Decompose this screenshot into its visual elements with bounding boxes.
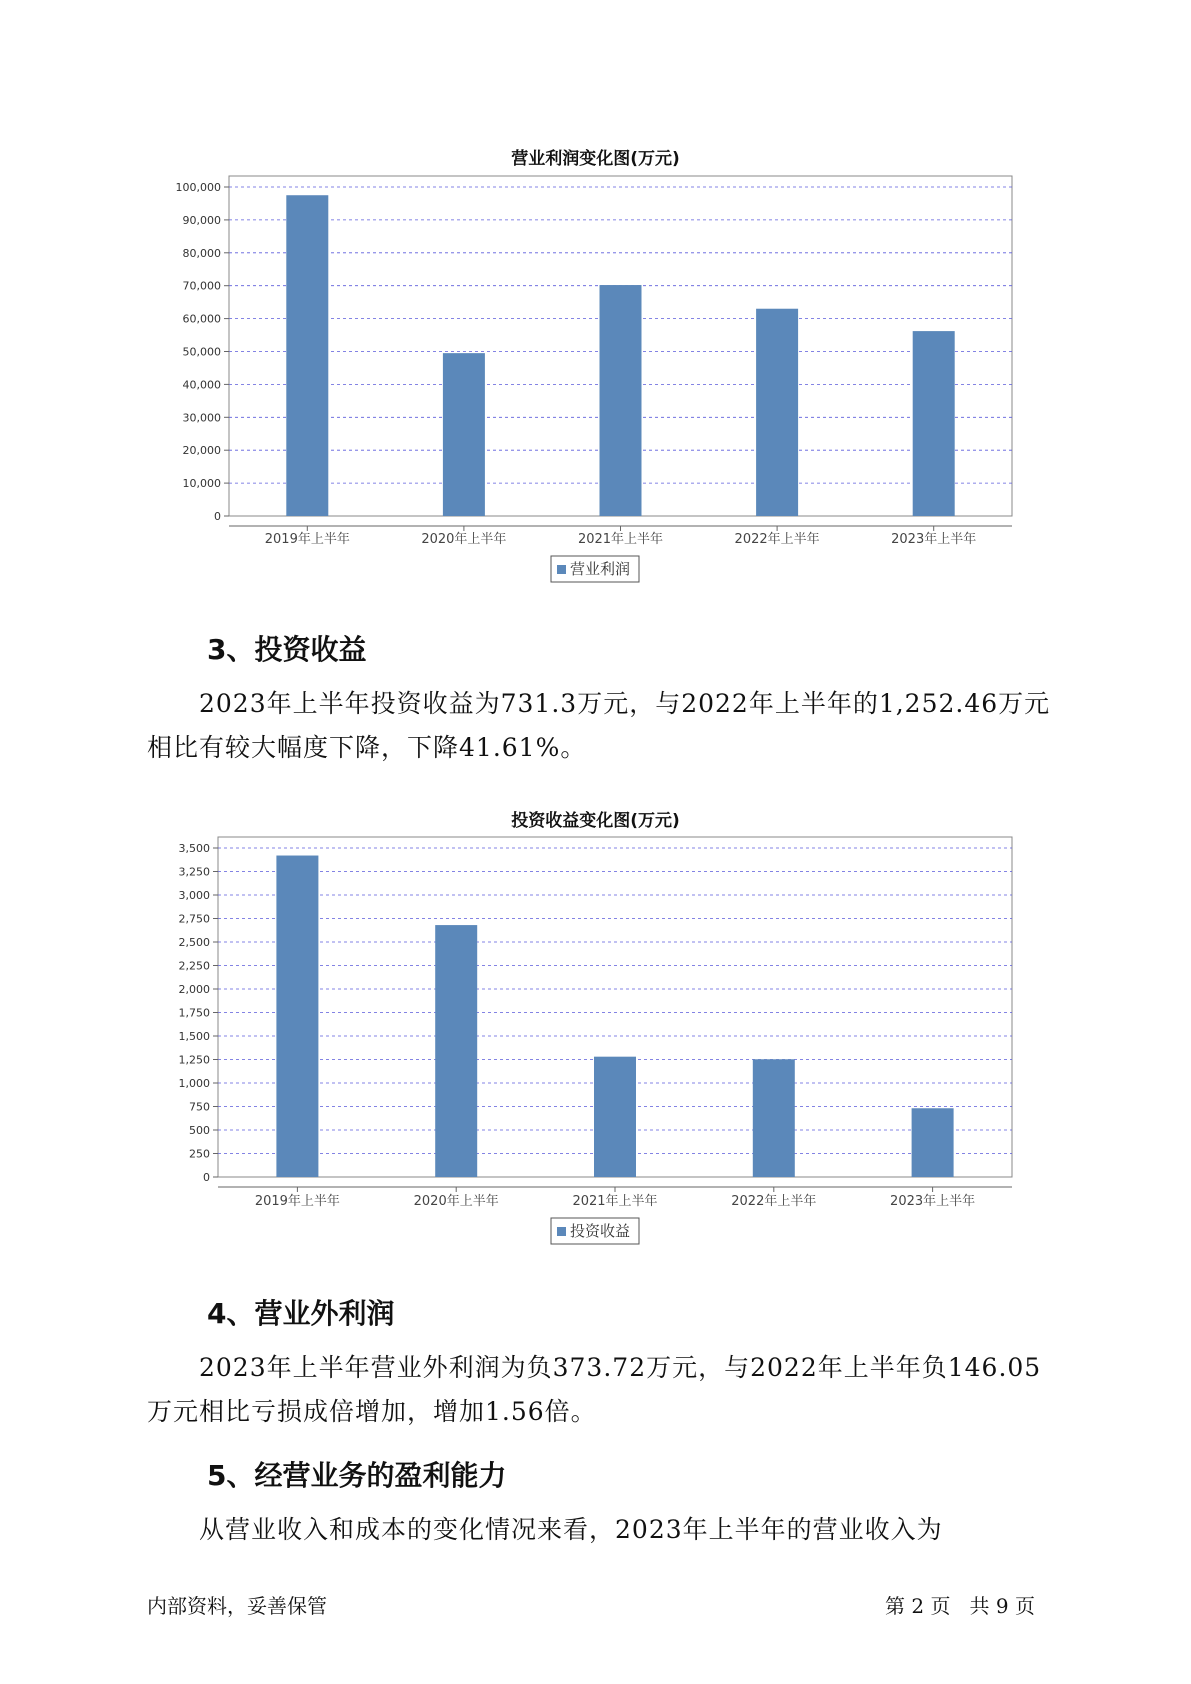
y-tick-label: 70,000 [182,279,221,293]
footer-page-number: 第 2 页 共 9 页 [885,1594,1035,1618]
legend-label: 投资收益 [570,1222,631,1240]
investment-income-chart [0,830,1191,1270]
y-tick-label: 250 [189,1147,210,1161]
chart-1-title: 营业利润变化图(万元) [511,149,680,169]
y-tick-label: 1,250 [178,1053,210,1067]
y-tick-label: 3,250 [178,865,210,879]
bar [913,331,955,516]
y-tick-label: 3,500 [178,842,210,855]
x-tick-label: 2020年上半年 [421,532,507,547]
legend-swatch [557,565,566,574]
y-tick-label: 1,500 [178,1030,210,1043]
chart-2-title: 投资收益变化图(万元) [511,811,680,831]
section-3-heading: 3、投资收益 [207,633,367,666]
bar [276,856,318,1177]
y-tick-label: 2,750 [178,912,210,926]
y-tick-label: 2,250 [178,959,210,973]
y-tick-label: 2,500 [178,936,210,949]
x-tick-label: 2023年上半年 [891,532,977,547]
bar [912,1108,954,1177]
y-tick-label: 500 [189,1124,210,1137]
x-tick-label: 2020年上半年 [413,1194,499,1209]
y-tick-label: 90,000 [182,213,221,227]
x-tick-label: 2023年上半年 [890,1194,976,1209]
y-tick-label: 60,000 [182,312,221,326]
x-tick-label: 2019年上半年 [254,1194,340,1209]
legend-label: 营业利润 [570,560,631,578]
section-4-heading: 4、营业外利润 [207,1297,395,1330]
y-tick-label: 1,750 [178,1006,210,1020]
bar [286,195,328,516]
x-tick-label: 2022年上半年 [734,532,820,547]
x-tick-label: 2021年上半年 [577,532,664,547]
y-tick-label: 10,000 [182,477,221,491]
x-tick-label: 2019年上半年 [264,532,350,547]
y-tick-label: 3,000 [178,889,210,902]
bar [435,925,477,1177]
x-tick-label: 2022年上半年 [731,1194,817,1209]
section-3-paragraph: 2023年上半年投资收益为731.3万元，与2022年上半年的1,252.46万元相比有较大幅度下降，下降41.61%。 [147,689,1051,762]
x-tick-label: 2021年上半年 [572,1194,658,1209]
bar [600,285,642,516]
section-5-heading: 5、经营业务的盈利能力 [207,1459,507,1492]
y-tick-label: 1,000 [178,1077,210,1090]
bar [443,353,485,516]
y-tick-label: 0 [203,1171,210,1184]
y-tick-label: 2,000 [178,983,210,996]
bar [756,309,798,516]
bar [594,1057,636,1177]
y-tick-label: 20,000 [182,444,221,458]
section-4-paragraph: 2023年上半年营业外利润为负373.72万元，与2022年上半年负146.05万元相比亏损成倍增加，增加1.56倍。 [147,1353,1042,1426]
y-tick-label: 50,000 [182,345,221,359]
section-5-paragraph: 从营业收入和成本的变化情况来看，2023年上半年的营业收入为 [199,1515,943,1544]
operating-profit-chart [0,168,1191,608]
footer-left: 内部资料，妥善保管 [147,1594,327,1618]
y-tick-label: 0 [214,510,221,523]
y-tick-label: 40,000 [182,378,221,392]
bar [753,1059,795,1177]
y-tick-label: 80,000 [182,246,221,260]
legend-swatch [557,1227,566,1236]
y-tick-label: 30,000 [182,411,221,425]
y-tick-label: 750 [189,1100,210,1114]
y-tick-label: 100,000 [175,181,221,194]
